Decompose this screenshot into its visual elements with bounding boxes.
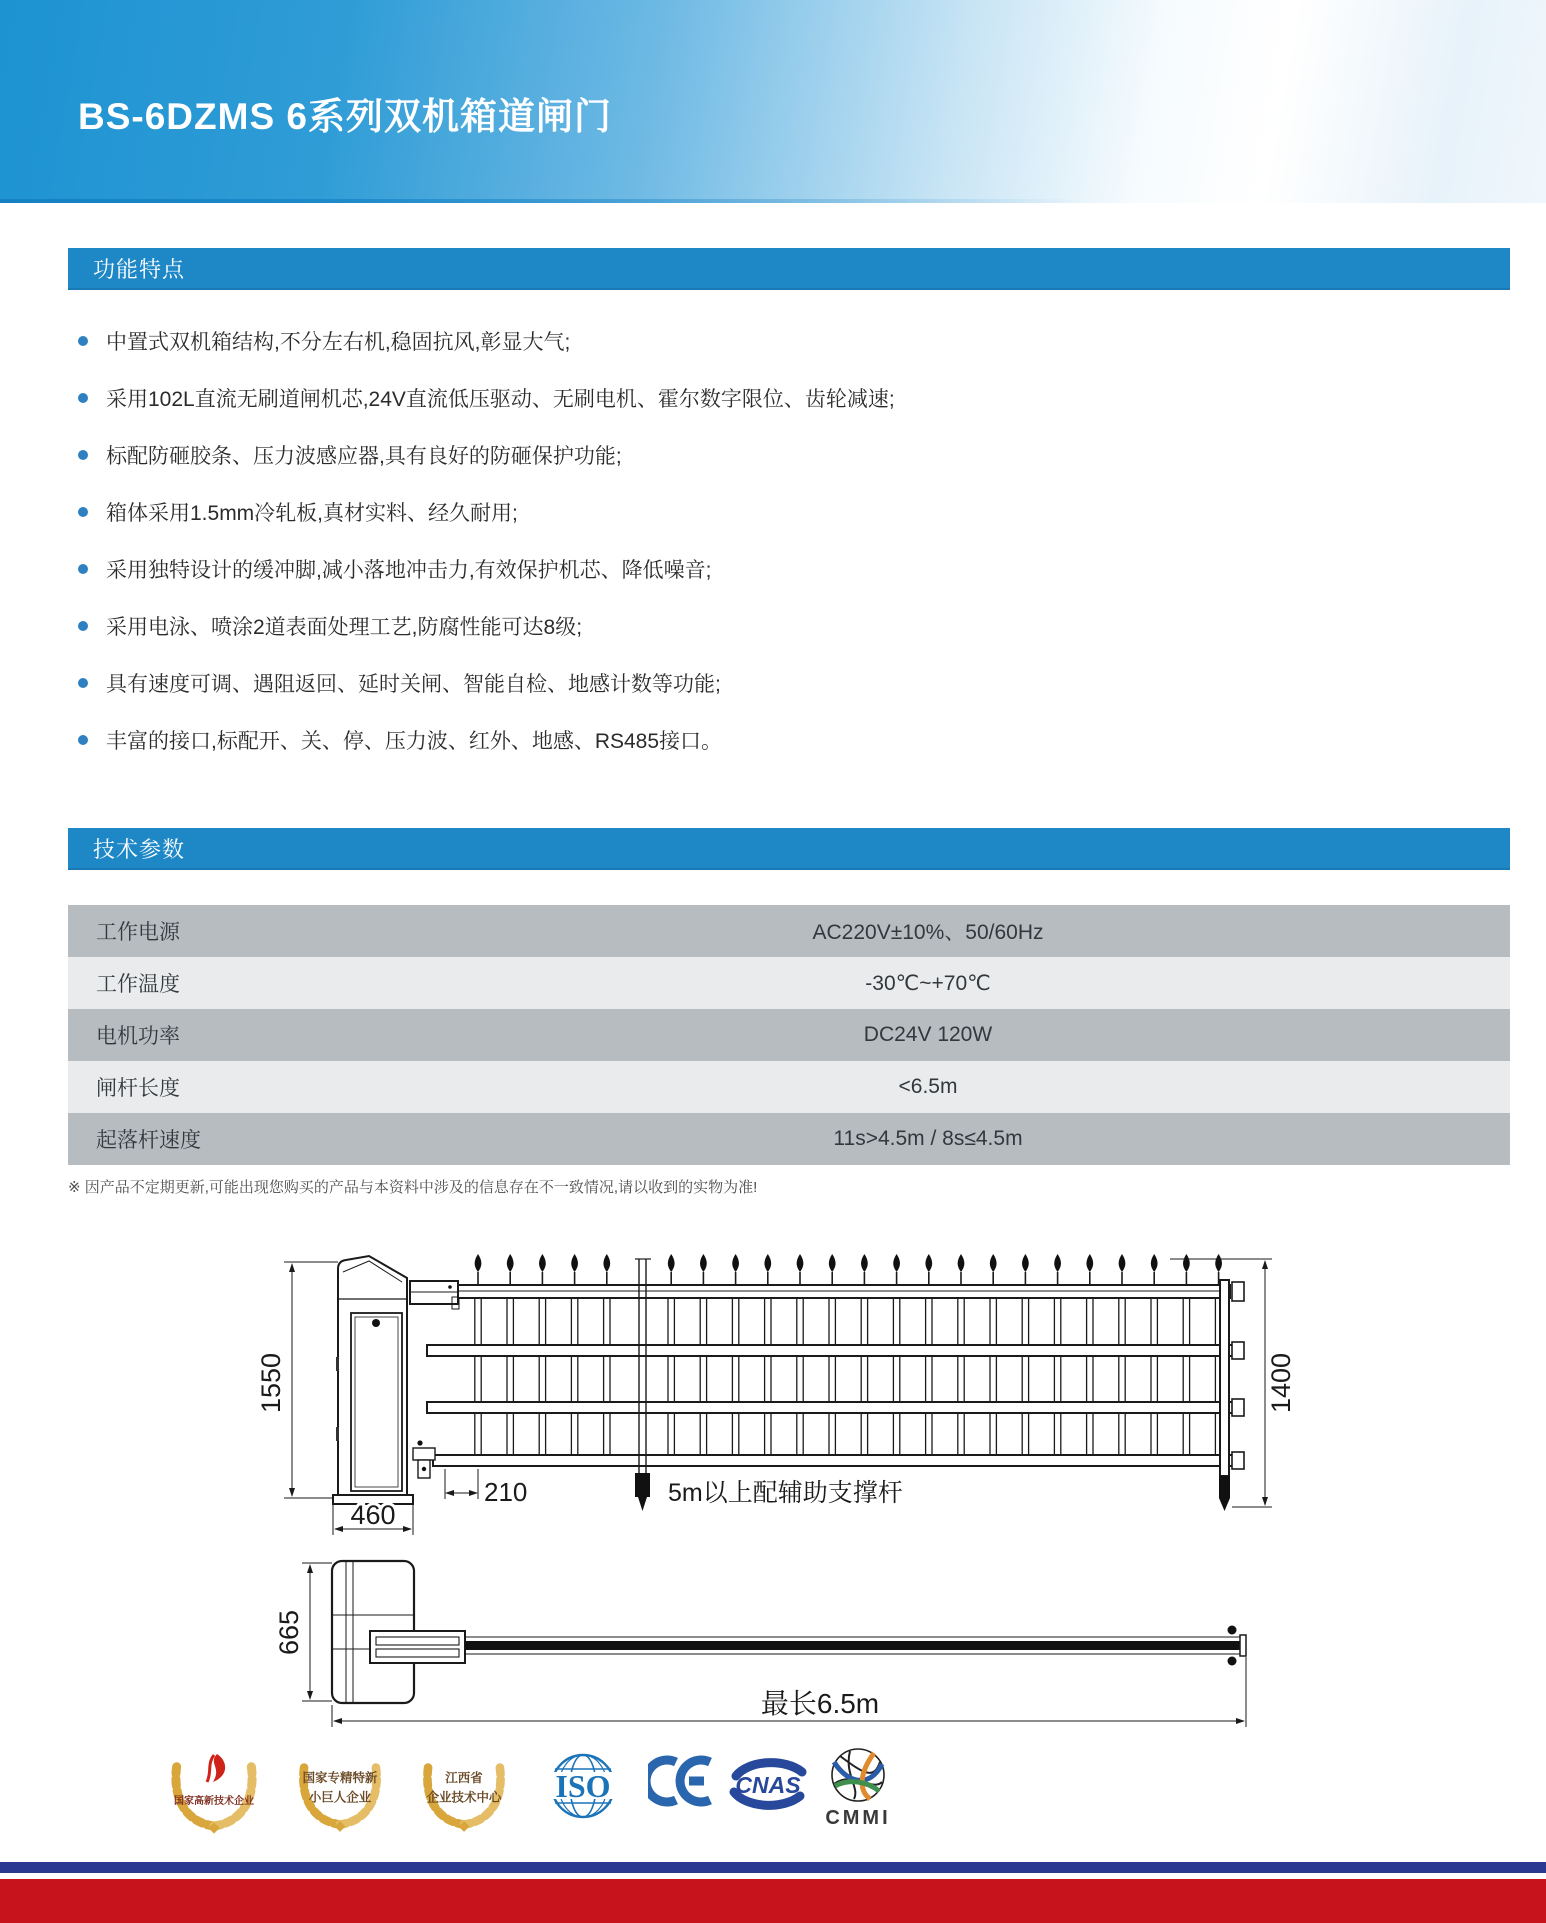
cert-label: 国家高新技术企业 — [174, 1796, 254, 1807]
dim-665: 665 — [274, 1609, 304, 1655]
flame-icon — [213, 1754, 225, 1782]
cert-iso — [543, 1746, 623, 1826]
specs-section-bar — [68, 828, 1510, 870]
cert-jiangxi-tech-center — [416, 1742, 512, 1834]
table-row: 电机功率 DC24V 120W — [68, 1009, 1510, 1061]
cert-label: 小巨人企业 — [308, 1790, 372, 1805]
page-title: BS-6DZMS 6系列双机箱道闸门 — [78, 96, 612, 137]
cert-ce — [648, 1755, 716, 1807]
feature-item: 丰富的接口,标配开、关、停、压力波、红外、地感、RS485接口。 — [68, 711, 1510, 768]
dim-1400: 1400 — [1266, 1352, 1296, 1413]
cert-label: 企业技术中心 — [426, 1790, 502, 1805]
feature-item: 采用电泳、喷涂2道表面处理工艺,防腐性能可达8级; — [68, 597, 1510, 654]
table-row: 工作电源 AC220V±10%、50/60Hz — [68, 905, 1510, 957]
feature-item: 箱体采用1.5mm冷轧板,真材实料、经久耐用; — [68, 483, 1510, 540]
spec-table — [68, 905, 1510, 1165]
specs-heading: 技术参数 — [93, 836, 186, 862]
iso-label: ISO — [555, 1768, 611, 1804]
cnas-label: CNAS — [735, 1772, 801, 1798]
support-rod-note: 5m以上配辅助支撑杆 — [668, 1479, 903, 1507]
bullet-dot-icon — [78, 621, 88, 631]
cert-cnas — [726, 1752, 810, 1814]
features-list — [68, 312, 1510, 768]
features-section-bar — [68, 248, 1510, 290]
bullet-dot-icon — [78, 564, 88, 574]
table-row: 起落杆速度 11s>4.5m / 8s≤4.5m — [68, 1113, 1510, 1165]
header-banner — [0, 0, 1546, 203]
feature-item: 采用102L直流无刷道闸机芯,24V直流低压驱动、无刷电机、霍尔数字限位、齿轮减速; — [68, 369, 1510, 426]
dim-460: 460 — [350, 1500, 396, 1530]
cert-label: 国家专精特新 — [302, 1771, 378, 1786]
dim-1550: 1550 — [256, 1352, 286, 1413]
feature-item: 中置式双机箱结构,不分左右机,稳固抗风,彰显大气; — [68, 312, 1510, 369]
table-row: 工作温度 -30℃~+70℃ — [68, 957, 1510, 1009]
disclaimer-note: ※ 因产品不定期更新,可能出现您购买的产品与本资料中涉及的信息存在不一致情况,请以收到的实物为准! — [68, 1179, 758, 1196]
dim-max-length: 最长6.5m — [760, 1688, 880, 1719]
cmmi-label: CMMI — [825, 1807, 891, 1829]
bullet-dot-icon — [78, 507, 88, 517]
features-heading: 功能特点 — [93, 256, 186, 282]
footer-blue-stripe — [0, 1862, 1546, 1873]
bullet-dot-icon — [78, 393, 88, 403]
feature-item: 标配防砸胶条、压力波感应器,具有良好的防砸保护功能; — [68, 426, 1510, 483]
bullet-dot-icon — [78, 678, 88, 688]
bullet-dot-icon — [78, 336, 88, 346]
barrier-gate-diagram — [180, 1245, 1350, 1740]
footer-red-stripe — [0, 1879, 1546, 1923]
bullet-dot-icon — [78, 450, 88, 460]
cert-cmmi — [820, 1744, 896, 1830]
cert-little-giant — [292, 1742, 388, 1834]
feature-item: 具有速度可调、遇阻返回、延时关闸、智能自检、地感计数等功能; — [68, 654, 1510, 711]
technical-drawing — [180, 1245, 1350, 1745]
feature-item: 采用独特设计的缓冲脚,减小落地冲击力,有效保护机芯、降低噪音; — [68, 540, 1510, 597]
dim-210: 210 — [484, 1477, 528, 1507]
bullet-dot-icon — [78, 735, 88, 745]
table-row: 闸杆长度 <6.5m — [68, 1061, 1510, 1113]
cert-label: 江西省 — [445, 1771, 483, 1786]
cert-national-high-tech — [164, 1742, 264, 1834]
